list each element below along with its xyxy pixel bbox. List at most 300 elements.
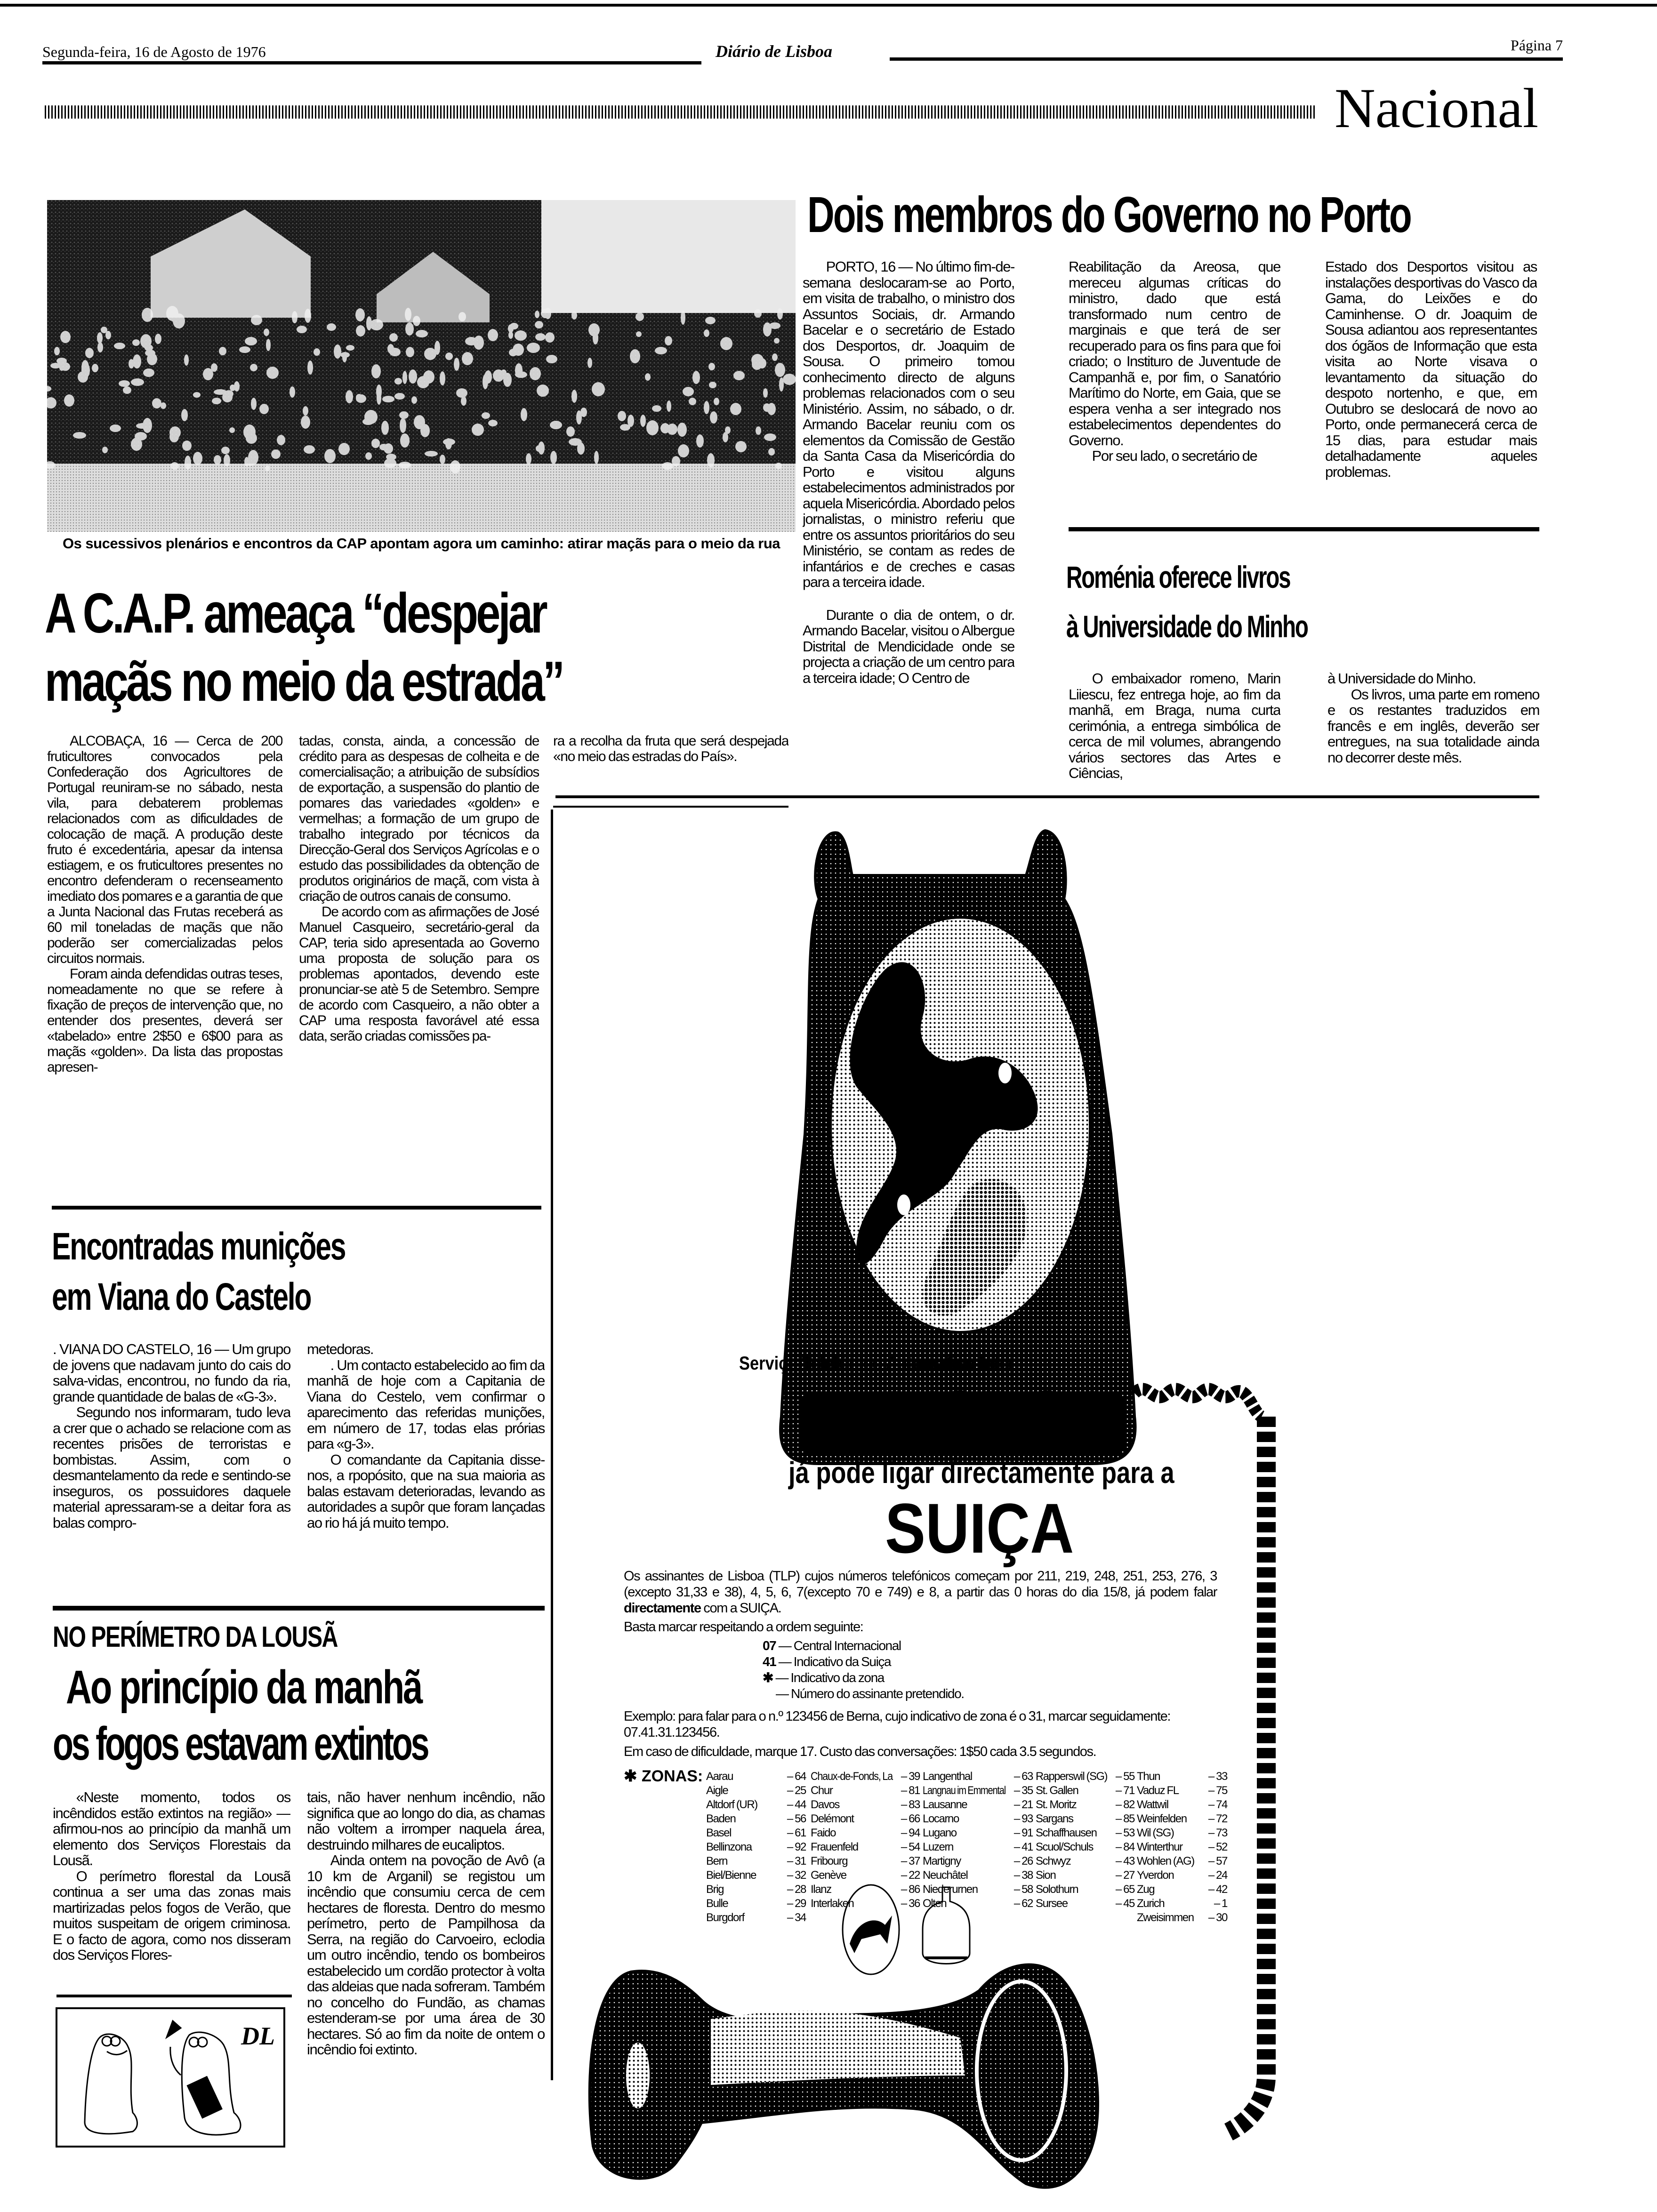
zones-column	[811, 1770, 920, 1911]
crowd-head	[521, 408, 527, 421]
crowd-head	[763, 322, 772, 337]
zone-name: Wil (SG)	[1137, 1827, 1174, 1839]
zone-code: – 84	[1115, 1841, 1134, 1853]
crowd-head	[230, 385, 235, 391]
zone-row	[706, 1868, 806, 1883]
crowd-head	[704, 329, 709, 337]
crowd-head	[140, 334, 152, 348]
crowd-head	[640, 415, 646, 427]
masthead-rule-left	[42, 61, 701, 64]
lousa-column-1	[53, 1789, 290, 1987]
crowd-head	[635, 313, 644, 321]
cartoon-top-rule	[56, 1995, 292, 1997]
crowd-head	[594, 451, 599, 464]
crowd-head	[725, 426, 731, 434]
zone-row	[811, 1784, 920, 1798]
crowd-head	[413, 316, 420, 326]
cartoon-signature: DL	[241, 2022, 275, 2050]
dialing-steps	[763, 1638, 964, 1702]
crowd-head	[763, 388, 768, 398]
zone-code: – 42	[1208, 1883, 1227, 1896]
zone-code: – 44	[787, 1798, 806, 1811]
zone-code: – 74	[1208, 1798, 1227, 1811]
dial-step: 07 — Central Internacional	[763, 1638, 901, 1653]
zone-name: Delémont	[811, 1812, 854, 1825]
crowd-head	[356, 325, 365, 337]
crowd-head	[346, 390, 353, 403]
zone-row	[706, 1812, 806, 1826]
zones-column	[923, 1770, 1033, 1911]
zone-code: – 56	[787, 1812, 806, 1825]
crowd-head	[708, 363, 715, 370]
crowd-head	[535, 321, 543, 329]
crowd-head	[132, 339, 140, 346]
zone-name: Chur	[811, 1784, 833, 1797]
crowd-head	[440, 371, 445, 385]
zone-name: Martigny	[923, 1855, 961, 1867]
zone-name: Lugano	[923, 1827, 957, 1839]
zone-row	[1036, 1897, 1134, 1911]
crowd-head	[636, 331, 642, 337]
crowd-head	[246, 458, 255, 466]
paragraph: ALCOBAÇA, 16 — Cerca de 200 fruticultores convocados pela Confederação dos Agricultores de Portugal reuniram-se no sábado, nesta vila, para debaterem problemas relacionados com as dificuldades de colocação de maçã. A produção deste fruto é excedentária, apesar da intensa estiagem, e os fruticultores presentes no encontro defenderam o recenseamento imediato dos pomares e a garantia de que a Junta Nacional das Frutas receberá as 60 mil toneladas de maçãs que não poderão ser comercializadas pelos circuitos normais.	[47, 733, 282, 966]
crowd-head	[362, 418, 374, 425]
crowd-head	[709, 382, 716, 388]
zone-name: Locarno	[923, 1812, 959, 1825]
crowd-head	[389, 333, 398, 342]
zone-name: Frauenfeld	[811, 1841, 858, 1853]
advert	[555, 805, 1638, 2193]
zone-name: Baden	[706, 1812, 736, 1825]
zone-row	[1137, 1883, 1227, 1897]
crowd-head	[536, 445, 542, 452]
crowd-head	[754, 309, 762, 318]
crowd-head	[550, 421, 562, 429]
zone-row	[811, 1770, 920, 1784]
zone-name: Langenthal	[923, 1770, 972, 1783]
paragraph: Durante o dia de ontem, o dr. Armando Bacelar, visitou o Albergue Distrital de Mendicidade onde se projecta a criação de um centro para a terceira idade; O Centro de	[803, 606, 1014, 686]
crowd-head	[211, 363, 217, 372]
crowd-head	[458, 312, 466, 321]
zone-code: – 52	[1208, 1841, 1227, 1853]
crowd-head	[483, 374, 488, 389]
zones-column	[706, 1770, 806, 1925]
crowd-head	[767, 403, 776, 415]
zone-code: – 62	[1014, 1897, 1033, 1910]
crowd-head	[774, 338, 780, 344]
crowd-head	[250, 364, 257, 371]
zone-row	[923, 1868, 1033, 1883]
zone-code: – 54	[901, 1841, 920, 1853]
crowd-head	[733, 371, 745, 380]
zone-row	[1137, 1826, 1227, 1840]
zone-row	[923, 1883, 1033, 1897]
zone-name: Langnau im Emmental	[923, 1784, 1005, 1797]
lousa-kicker: NO PERÍMETRO DA LOUSÃ	[53, 1621, 338, 1653]
crowd-head	[402, 371, 407, 384]
zone-row	[923, 1854, 1033, 1868]
zone-name: Schwyz	[1036, 1855, 1071, 1867]
zone-row	[1137, 1798, 1227, 1812]
crowd-head	[110, 425, 121, 432]
figure-left	[85, 2034, 137, 2134]
zone-name: Solothurn	[1036, 1883, 1078, 1896]
zone-name: Zweisimmen	[1137, 1911, 1194, 1924]
paragraph: Estado dos Desportos visitou as instalações desportivas do Vasco da Gama, do Leixões e do Caminhense. O dr. Joaquim de Sousa adiantou aos representantes dos ógãos de Informação que esta visita ao Norte visava o levantamento da situação do despoto nortenho, e que, em Outubro se deslocará de novo ao Porto, onde permanecerá cerca de 15 dias, para estudar mais detalhadamente aqueles problemas.	[1325, 259, 1537, 480]
zone-name: Basel	[706, 1827, 732, 1839]
crowd-head	[618, 411, 626, 421]
crowd-head	[224, 454, 230, 466]
romenia-headline-line1: Roménia oferece livros	[1066, 560, 1290, 594]
crowd-head	[184, 354, 189, 366]
zones-table	[706, 1770, 1233, 1930]
left-column-divider	[551, 809, 553, 2080]
crowd-head	[119, 380, 130, 387]
crowd-head	[488, 329, 498, 341]
zone-row	[923, 1826, 1033, 1840]
crowd-head	[405, 308, 411, 321]
lousa-headline-line2: os fogos estavam extintos	[53, 1717, 428, 1770]
crowd-head	[409, 369, 417, 384]
crowd-head	[456, 388, 467, 398]
finger-hole-1	[998, 1063, 1012, 1083]
crowd-head	[566, 426, 575, 437]
advert-instruction: Basta marcar respeitando a ordem seguinte:	[624, 1619, 863, 1635]
crowd-head	[730, 403, 741, 415]
crowd-head	[508, 331, 513, 339]
crowd-head	[756, 426, 761, 435]
zone-name: Scuol/Schuls	[1036, 1841, 1093, 1853]
crowd-head	[366, 316, 372, 330]
paragraph: tais, não haver nenhum incêndio, não significa que ao longo do dia, as chamas não voltem a irromper naquela área, destruindo milhares de eucaliptos.	[307, 1789, 545, 1853]
advert-title-suica: SUIÇA	[885, 1489, 1074, 1568]
crowd-head	[752, 359, 762, 370]
zone-row	[1036, 1798, 1134, 1812]
zone-code: – 85	[1115, 1812, 1134, 1825]
crowd-head	[411, 396, 417, 404]
zone-code: – 92	[787, 1841, 806, 1853]
zone-name: Wattwil	[1137, 1798, 1168, 1811]
advert-title-lisboa: LISBOA	[885, 1376, 1115, 1455]
cap-headline-line2: maçãs no meio da estrada”	[45, 650, 563, 713]
paragraph: PORTO, 16 — No último fim-de-semana deslocaram-se ao Porto, em visita de trabalho, o ministro dos Assuntos Sociais, dr. Armando Bacelar e o secretário de Estado dos Desportos, dr. Joaquim de Sousa. O primeiro tomou conhecimento directo de alguns problemas relacionados com o seu Ministério. Assim, no sábado, o dr. Armando Bacelar reuniu com os elementos da Comissão de Gestão da Santa Casa da Misericórdia do Porto e visitou alguns estabelecimentos administrados por aquela Misericórdia. Abordado pelos jornalistas, o ministro referiu que entre os assuntos prioritários do seu Ministério, se contam as redes de infantários e de creches e casas para a terceira idade.	[803, 259, 1014, 590]
crowd-head	[707, 453, 715, 467]
dial-step: ✱ — Indicativo da zona	[763, 1670, 884, 1685]
zone-code: – 39	[901, 1770, 920, 1783]
crowd-head	[424, 348, 436, 360]
crowd-head	[394, 378, 402, 385]
zone-code: – 24	[1208, 1869, 1227, 1882]
crowd-head	[387, 344, 394, 353]
zone-row	[706, 1911, 806, 1925]
zone-name: Aarau	[706, 1770, 733, 1783]
crowd-head	[60, 331, 71, 343]
crowd-head	[474, 336, 484, 350]
zone-code: – 27	[1115, 1869, 1134, 1882]
crowd-head	[683, 387, 694, 396]
zone-row	[706, 1840, 806, 1854]
zone-row	[923, 1784, 1033, 1798]
zone-code: – 64	[787, 1770, 806, 1783]
zone-row	[1036, 1840, 1134, 1854]
crowd-head	[550, 451, 557, 464]
zone-code: – 61	[787, 1827, 806, 1839]
crowd-head	[229, 427, 235, 433]
crowd-head	[365, 452, 372, 460]
zone-row	[1036, 1854, 1134, 1868]
crowd-head	[667, 401, 671, 412]
viana-bottom-rule	[53, 1606, 545, 1611]
zone-code: – 71	[1115, 1784, 1134, 1797]
zone-name: Zurich	[1137, 1897, 1165, 1910]
crowd-head	[152, 398, 161, 409]
zone-row	[706, 1883, 806, 1897]
crowd-head	[277, 435, 285, 445]
zone-row	[811, 1812, 920, 1826]
zone-name: Olten	[923, 1897, 947, 1910]
cartoon	[56, 2007, 285, 2148]
crowd-head	[131, 438, 142, 451]
section-title: Nacional	[1335, 77, 1539, 139]
crowd-head	[445, 438, 452, 449]
paragraph: à Universidade do Minho.	[1327, 671, 1476, 687]
zone-code: – 28	[787, 1883, 806, 1896]
zone-name: Luzern	[923, 1841, 953, 1853]
crowd-head	[371, 364, 381, 378]
crowd-head	[301, 416, 310, 429]
crowd-head	[161, 402, 166, 409]
crowd-head	[85, 348, 94, 358]
crowd-head	[515, 371, 527, 378]
crowd-head	[569, 438, 582, 446]
crowd-head	[155, 334, 161, 344]
crowd-head	[652, 405, 661, 412]
zone-code: – 66	[901, 1812, 920, 1825]
zone-code: – 63	[1014, 1770, 1033, 1783]
zone-row	[706, 1770, 806, 1784]
lousa-column-2	[307, 1789, 545, 2194]
crowd-head	[170, 462, 179, 470]
crowd-head	[214, 389, 227, 395]
masthead	[0, 0, 1657, 179]
zone-code: – 25	[787, 1784, 806, 1797]
crowd-head	[546, 355, 557, 363]
crowd-head	[114, 343, 125, 349]
zone-name: Niederurnen	[923, 1883, 978, 1896]
crowd-head	[515, 330, 527, 341]
crowd-head	[97, 342, 103, 353]
paragraph: Ainda ontem na povoção de Avô (a 10 km de Arganil) se registou um incêndio que consumiu cerca de cem hectares de floresta. Dentro do mesmo perímetro, perto de Pampilhosa da Serra, na região do Carvoeiro, eclodia um outro incêndio, tendo os bombeiros estabelecido um cordão protector à volta das aldeias que nada sofreram. Também no concelho do Fundão, as chamas estenderam-se por uma área de 30 hectares. Só ao fim da noite de ontem o incêndio foi extinto.	[307, 1852, 545, 2058]
crowd-head	[193, 392, 201, 398]
zone-code: – 93	[1014, 1812, 1033, 1825]
crowd-head	[678, 444, 689, 457]
paragraph: Reabilitação da Areosa, que mereceu algumas críticas do ministro, dado que está transformado num centro de marginais e que terá de ser recuperado para os fins para que foi criado; o Instituro de Juventude de Campanhã e, por fim, o Sanatório Marítimo do Norte, em Gaia, que se espera venha a ser integrado nos estabelecimentos dependentes do Governo.	[1069, 259, 1280, 449]
crowd-head	[440, 455, 445, 464]
cap-column-3	[553, 733, 788, 799]
crowd-head	[400, 433, 410, 448]
crowd-head	[735, 441, 747, 452]
crowd-head	[526, 453, 531, 465]
zone-name: Brig	[706, 1883, 724, 1896]
crowd-head	[420, 424, 430, 437]
crowd-head	[169, 426, 181, 439]
phone-cord-top	[1134, 1389, 1262, 1417]
crowd-head	[102, 447, 108, 453]
zones-label: ✱ ZONAS:	[624, 1767, 703, 1785]
crowd-head	[259, 404, 269, 414]
zone-row	[1137, 1854, 1227, 1868]
crowd-head	[646, 420, 659, 435]
crowd-head	[462, 352, 473, 365]
crowd-head	[142, 308, 153, 322]
zone-name: Chaux-de-Fonds, La	[811, 1770, 893, 1783]
crowd-head	[592, 382, 605, 396]
crowd-head	[662, 462, 673, 470]
crowd-head	[371, 439, 380, 448]
dial-step: — Número do assinante pretendido.	[776, 1686, 964, 1701]
zone-row	[1137, 1840, 1227, 1854]
crowd-head	[571, 390, 577, 403]
zone-code: – 83	[901, 1798, 920, 1811]
paragraph: Os livros, uma parte em romeno e os restantes traduzidos em francês e em inglês, deverão ser entregues, na sua totalidade ainda no decorrer deste mês.	[1327, 686, 1539, 766]
crowd-head	[545, 332, 555, 343]
zone-row	[1137, 1784, 1227, 1798]
zone-name: Weinfelden	[1137, 1812, 1187, 1825]
crowd-head	[246, 433, 257, 444]
zone-code: – 75	[1208, 1784, 1227, 1797]
zone-row	[923, 1798, 1033, 1812]
crowd-head	[696, 434, 704, 448]
crowd-head	[239, 346, 250, 353]
advert-intro	[624, 1568, 1217, 1616]
zone-name: Lausanne	[923, 1798, 967, 1811]
zone-name: Sargans	[1036, 1812, 1073, 1825]
zone-code: – 21	[1014, 1798, 1033, 1811]
page-number: Página 7	[1510, 37, 1563, 54]
zone-code: – 32	[787, 1869, 806, 1882]
crowd-head	[251, 398, 257, 410]
crowd-head	[381, 421, 389, 435]
crowd-head	[705, 317, 716, 324]
viana-headline-line1: Encontradas munições	[52, 1225, 346, 1268]
paragraph: O perímetro florestal da Lousã continua a ser uma das zonas mais martirizadas pelos fogos de Verão, que muitos suspeitam de origem criminosa. E o facto de agora, como nos disseram dos Serviços Flores-	[53, 1867, 290, 1963]
zone-code: – 53	[1115, 1827, 1134, 1839]
crowd-head	[290, 386, 295, 398]
crowd-head	[370, 319, 383, 330]
zone-name: Genève	[811, 1869, 846, 1882]
cap-column-1	[47, 733, 282, 1197]
crowd-head	[620, 424, 630, 431]
phone-cord	[1229, 1417, 1266, 2132]
zone-code: – 86	[901, 1883, 920, 1896]
crowd-head	[768, 448, 775, 456]
crowd-head	[527, 343, 540, 353]
section-bar	[45, 105, 1316, 119]
governo-bottom-rule	[1069, 527, 1539, 531]
crowd-head	[681, 311, 685, 325]
crowd-head	[394, 393, 405, 400]
zone-row	[706, 1854, 806, 1868]
advert-difficulty: Em caso de dificuldade, marque 17. Custo das conversações: 1$50 cada 3.5 segundos.	[624, 1744, 1096, 1759]
crowd-head	[482, 412, 490, 419]
crowd-head	[588, 323, 600, 337]
telephone-illustration	[555, 805, 1638, 2193]
crowd-head	[266, 367, 279, 379]
zone-row	[923, 1840, 1033, 1854]
crowd-head	[143, 418, 152, 433]
crowd-head	[265, 465, 270, 471]
zone-name: Ilanz	[811, 1883, 831, 1896]
zone-code: – 57	[1208, 1855, 1227, 1867]
crowd-photo-illustration	[47, 200, 796, 532]
romenia-column-1	[1069, 671, 1280, 788]
zone-code: – 72	[1208, 1812, 1227, 1825]
crowd-head	[355, 308, 365, 321]
crowd-head	[377, 392, 381, 405]
zone-row	[811, 1868, 920, 1883]
crowd-head	[379, 444, 388, 450]
crowd-head	[97, 332, 103, 344]
zone-row	[1137, 1812, 1227, 1826]
crowd-head	[264, 329, 269, 336]
advert-intro-end: com a SUIÇA.	[703, 1601, 781, 1616]
advert-subtitle: já pode ligar directamente para a	[788, 1456, 1174, 1490]
dial-step: 41 — Indicativo da Suiça	[763, 1654, 891, 1669]
zone-name: Thun	[1137, 1770, 1160, 1783]
photo-crowd	[47, 200, 796, 532]
zone-code: – 65	[1115, 1883, 1134, 1896]
crowd-head	[338, 443, 350, 455]
crowd-head	[382, 396, 394, 402]
zone-name: Sion	[1036, 1869, 1056, 1882]
zones-column	[1137, 1770, 1227, 1925]
top-border	[0, 4, 1657, 7]
governo-headline: Dois membros do Governo no Porto	[807, 186, 1411, 243]
paragraph: ra a recolha da fruta que será despejada «no meio das estradas do País».	[553, 733, 788, 764]
crowd-head	[346, 345, 354, 351]
crowd-head	[251, 315, 262, 325]
crowd-head	[386, 454, 396, 460]
crowd-head	[445, 353, 453, 360]
zone-row	[1137, 1911, 1227, 1925]
crowd-head	[530, 367, 541, 380]
paragraph: Foram ainda defendidas outras teses, nomeadamente no que se refere à fixação de preços de intervenção que, no entender dos presentes, deverá ser «tabelado» entre 2$50 e 6$00 para as maçãs «golden». Da lista das propostas apresen-	[47, 966, 282, 1075]
crowd-head	[340, 352, 350, 358]
zone-code: – 82	[1115, 1798, 1134, 1811]
sky-right	[541, 200, 796, 313]
paragraph: . VIANA DO CASTELO, 16 — Um grupo de jovens que nadavam junto do cais do salva-vidas, encontrou, no fundo da ria, grande quantidade de balas de «G-3».	[53, 1341, 290, 1405]
governo-column-2	[1069, 259, 1280, 520]
crowd-head	[667, 424, 677, 435]
crowd-head	[764, 433, 776, 441]
zone-row	[1137, 1868, 1227, 1883]
zone-code: – 37	[901, 1855, 920, 1867]
zone-code: – 41	[1014, 1841, 1033, 1853]
crowd-head	[166, 306, 178, 321]
crowd-head	[535, 311, 539, 318]
crowd-head	[307, 361, 313, 375]
cap-column-2	[299, 733, 539, 1197]
zone-name: Bulle	[706, 1897, 728, 1910]
masthead-rule-right	[890, 57, 1563, 61]
zone-row	[706, 1798, 806, 1812]
zone-code: – 45	[1115, 1897, 1134, 1910]
paragraph: O comandante da Capitania disse-nos, a rpopósito, que na sua maioria as balas estavam deterioradas, levando as autoridades a supôr que foram lançadas ao rio há já muito tempo.	[307, 1451, 545, 1531]
viana-column-1	[53, 1341, 290, 1600]
crowd-head	[212, 398, 221, 404]
zone-row	[923, 1897, 1033, 1911]
finger-hole-2	[897, 1194, 910, 1215]
